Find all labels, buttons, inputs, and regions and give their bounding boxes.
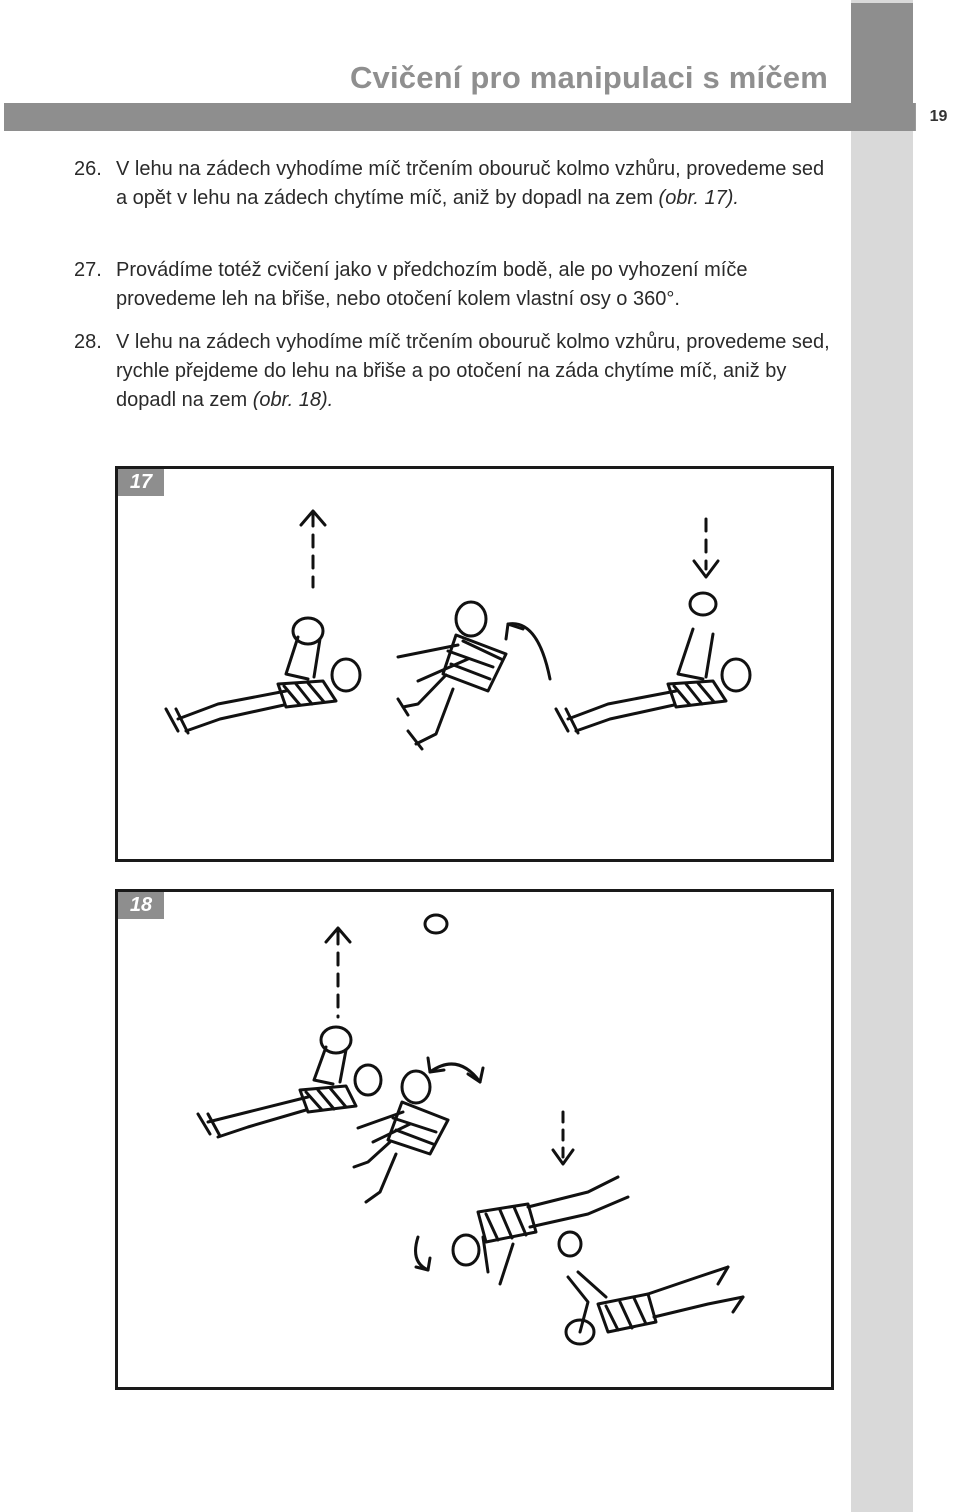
rotation-arrow-icon: [508, 624, 550, 679]
figure-label: 18: [118, 892, 164, 919]
ball-icon: [425, 915, 447, 933]
rotation-arrow-icon: [430, 1064, 480, 1082]
side-bar-accent: [851, 3, 913, 103]
exercise-number: 27.: [74, 259, 102, 281]
person-sitting-icon: [398, 602, 506, 749]
exercise-text: V lehu na zádech vyhodíme míč trčením obouruč kolmo vzhůru, provedeme sed a opět v lehu na zádech chytíme míč, aniž by dopadl na zem: [116, 158, 825, 209]
figure-18-illustration: [118, 892, 831, 1387]
person-lying-catching-icon: [556, 519, 750, 733]
figure-17: [115, 466, 834, 862]
person-lying-catching-icon: [566, 1267, 743, 1344]
side-bar: [851, 0, 913, 1512]
person-lying-throwing-icon: [198, 928, 381, 1137]
turn-arrow-icon: [416, 1237, 428, 1270]
exercise-item: [74, 155, 834, 213]
figure-label: 17: [118, 469, 164, 496]
person-lying-throwing-icon: [166, 511, 360, 733]
person-sitting-icon: [354, 1071, 448, 1202]
figure-reference: (obr. 18).: [252, 389, 334, 411]
header-rule: [4, 103, 915, 131]
exercise-text: V lehu na zádech vyhodíme míč trčením obouruč kolmo vzhůru, provedeme sed, rychle přejdeme do lehu na břiše a po otočení na záda chytíme míč, aniž by dopadl na zem: [116, 331, 830, 411]
exercise-text: Provádíme totéž cvičení jako v předchozím bodě, ale po vyhození míče provedeme leh na břiše, nebo otočení kolem vlastní osy o 360°.: [116, 259, 748, 310]
page-title: Cvičení pro manipulaci s míčem: [349, 60, 828, 95]
exercise-number: 28.: [74, 331, 102, 353]
exercise-number: 26.: [74, 158, 102, 180]
exercise-item: [74, 256, 834, 314]
figure-reference: (obr. 17).: [658, 187, 739, 209]
person-prone-icon: [416, 1112, 628, 1284]
figure-18: [115, 889, 834, 1390]
page-number: 19: [915, 103, 960, 131]
figure-17-illustration: [118, 469, 831, 859]
exercise-item: [74, 328, 834, 415]
